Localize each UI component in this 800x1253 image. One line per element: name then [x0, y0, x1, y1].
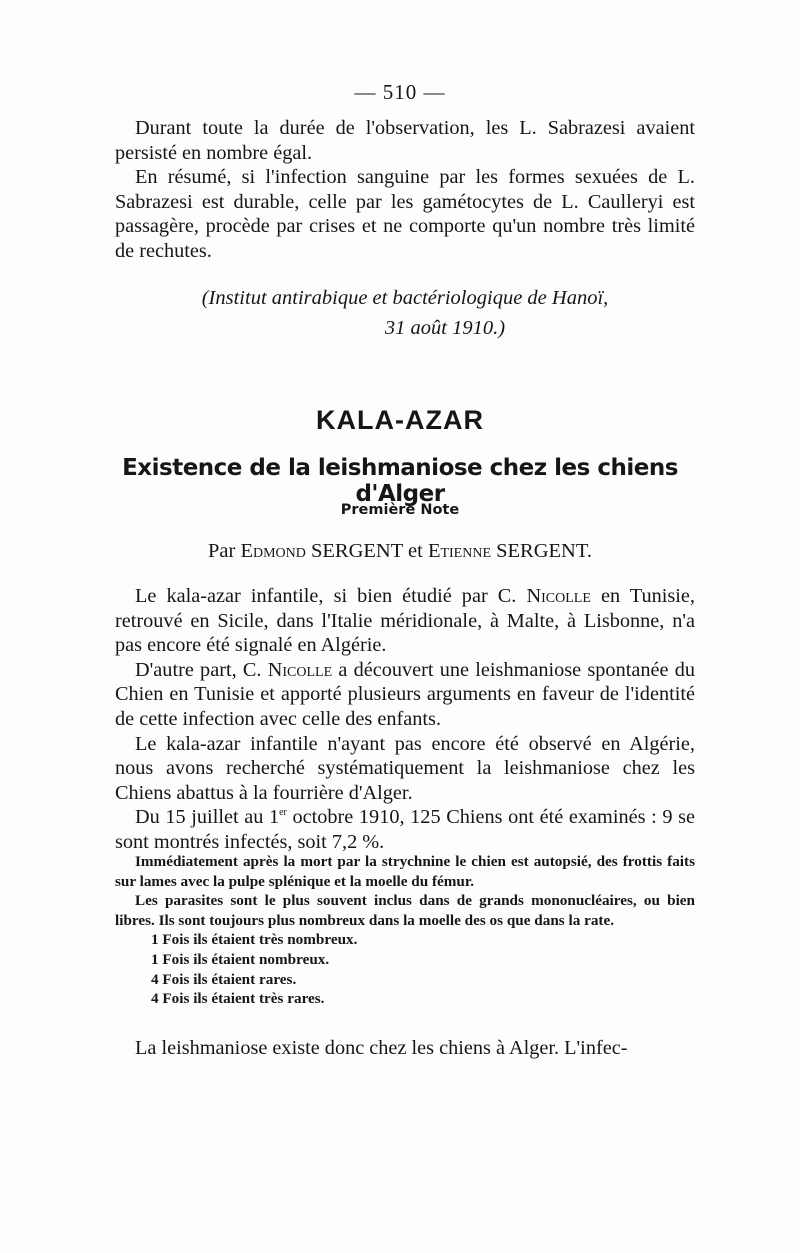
method-paragraph: Les parasites sont le plus souvent inclus dans de grands mononucléaires, ou bien libres. Ils sont toujours plus nombreux dans la moelle des os que dans la rate.: [115, 892, 695, 929]
text-run: octobre 1910, 125 Chiens ont été examinés : 9 se sont montrés infectés, soit 7,2 %.: [115, 806, 695, 853]
text-run: Du 15 juillet au 1: [135, 806, 280, 829]
article-paragraph: Le kala-azar infantile n'ayant pas encore été observé en Algérie, nous avons recherché systématiquement la leishmaniose chez les Chiens abattus à la fourrière d'Alger.: [115, 732, 695, 804]
result-item: 1 Fois ils étaient très nombreux.: [151, 931, 358, 949]
result-item: 4 Fois ils étaient très rares.: [151, 990, 325, 1008]
author2-last: SERGENT.: [496, 540, 592, 562]
method-paragraph: Immédiatement après la mort par la strychnine le chien est autopsié, des frottis faits sur lames avec la pulpe splénique et la moelle du fémur.: [115, 853, 695, 890]
author2-first: Etienne: [427, 540, 491, 562]
text-run: a découvert une leishmaniose spontanée du Chien en Tunisie et apporté plusieurs arguments en faveur de l'identité de cette infection avec celle des enfants.: [115, 658, 695, 730]
superscript: er: [279, 807, 287, 819]
byline-and: et: [408, 540, 423, 562]
intro-text: [115, 116, 695, 264]
article-paragraph: [115, 584, 695, 658]
author1-first: Edmond: [240, 540, 306, 562]
text-run: en Tunisie, retrouvé en Sicile, dans l'Italie méridionale, à Malte, à Lisbonne, n'a pas encore été signalé en Algérie.: [115, 585, 695, 657]
article-title: KALA-AZAR: [316, 405, 484, 435]
affiliation-date: 31 août 1910.): [384, 317, 506, 339]
article-paragraph: [115, 658, 695, 732]
page-number: — 510 —: [354, 80, 446, 104]
author-name: Nicolle: [526, 585, 591, 607]
intro-paragraph: En résumé, si l'infection sanguine par les formes sexuées de L. Sabrazesi est durable, celle par les gamétocytes de L. Caulleryi est passagère, procède par crises et ne comporte qu'un nombre très limité de rechutes.: [115, 166, 695, 262]
result-item: 4 Fois ils étaient rares.: [151, 970, 297, 988]
text-run: Le kala-azar infantile, si bien étudié par C.: [135, 585, 527, 607]
method-notes: [115, 852, 695, 1009]
author1-last: SERGENT: [311, 540, 403, 562]
conclusion-paragraph: La leishmaniose existe donc chez les chiens à Alger. L'infec-: [135, 1037, 628, 1059]
text-run: D'autre part, C.: [135, 658, 268, 681]
conclusion-text: [115, 1036, 695, 1061]
byline-prefix: Par: [208, 540, 236, 562]
author-name: Nicolle: [267, 658, 333, 681]
byline: [0, 540, 800, 563]
article-subtitle: Existence de la leishmaniose chez les chiens d'Alger: [122, 455, 678, 507]
article-body: [115, 584, 695, 855]
intro-paragraph: Durant toute la durée de l'observation, les L. Sabrazesi avaient persisté en nombre égal.: [115, 117, 695, 164]
affiliation-institute: (Institut antirabique et bactériologique de Hanoï,: [201, 287, 609, 309]
article-paragraph: [115, 805, 695, 854]
note-label: Première Note: [340, 502, 460, 518]
result-item: 1 Fois ils étaient nombreux.: [151, 950, 330, 968]
affiliation: [115, 283, 695, 343]
